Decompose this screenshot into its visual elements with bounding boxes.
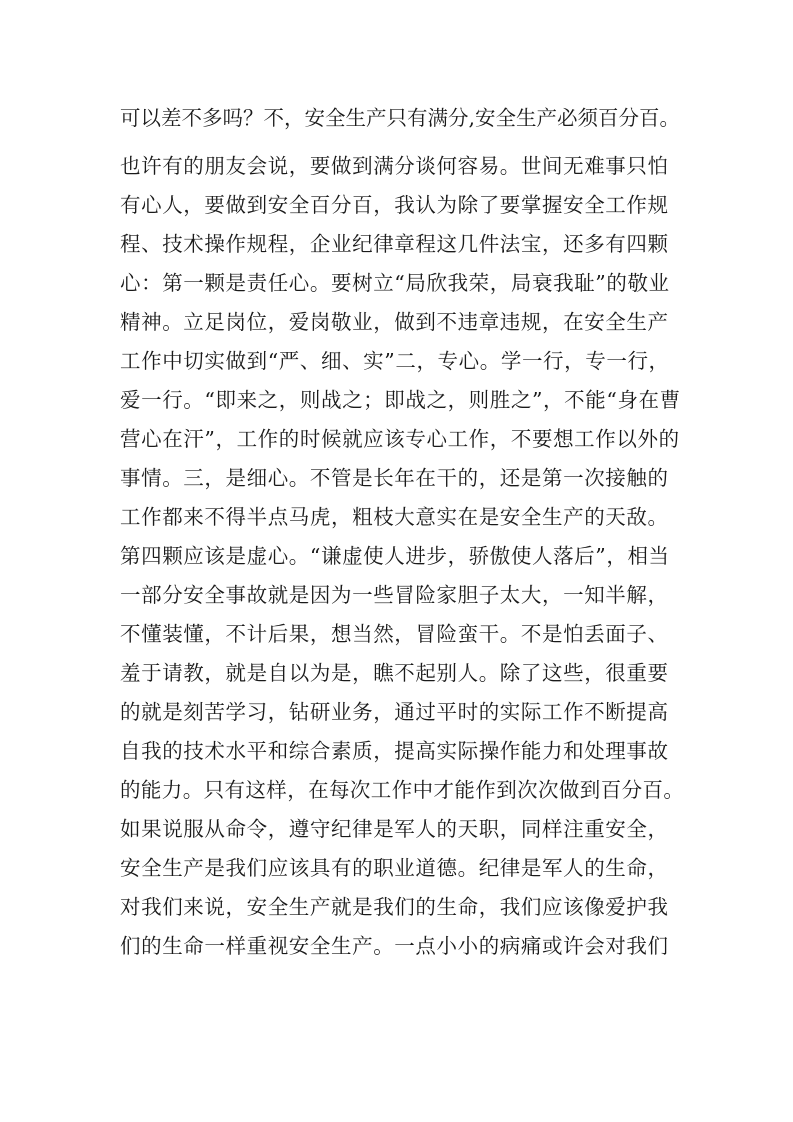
text-line: 爱一行。“即来之，则战之；即战之，则胜之”，不能“身在曹: [120, 388, 681, 412]
text-line: 一部分安全事故就是因为一些冒险家胆子太大，一知半解，: [120, 583, 669, 607]
text-line: 工作都来不得半点马虎，粗枝大意实在是安全生产的天敌。: [120, 505, 669, 529]
text-line: 的就是刻苦学习，钻研业务，通过平时的实际工作不断提高: [120, 700, 669, 724]
text-line: 羞于请教，就是自以为是，瞧不起别人。除了这些，很重要: [120, 661, 669, 685]
text-line: 精神。立足岗位，爱岗敬业，做到不违章违规，在安全生产: [120, 310, 669, 334]
text-line: 如果说服从命令，遵守纪律是军人的天职，同样注重安全，: [120, 817, 669, 841]
text-line: 安全生产是我们应该具有的职业道德。纪律是军人的生命，: [120, 856, 669, 880]
text-line: 工作中切实做到“严、细、实”二，专心。学一行，专一行，: [120, 349, 670, 373]
text-line: 的能力。只有这样，在每次工作中才能作到次次做到百分百。: [120, 778, 685, 802]
text-line: 第四颗应该是虚心。“谦虚使人进步，骄傲使人落后”，相当: [120, 544, 670, 568]
text-line: 有心人，要做到安全百分百，我认为除了要掌握安全工作规: [120, 193, 669, 217]
text-line: 们的生命一样重视安全生产。一点小小的病痛或许会对我们: [120, 934, 669, 958]
text-line: 程、技术操作规程，企业纪律章程这几件法宝，还多有四颗: [120, 232, 669, 256]
text-line: 事情。三，是细心。不管是长年在干的，还是第一次接触的: [120, 466, 669, 490]
text-line: 不懂装懂，不计后果，想当然，冒险蛮干。不是怕丢面子、: [120, 622, 669, 646]
text-line: 自我的技术水平和综合素质，提高实际操作能力和处理事故: [120, 739, 669, 763]
text-line: 也许有的朋友会说，要做到满分谈何容易。世间无难事只怕: [120, 154, 669, 178]
text-line: 可以差不多吗？不，安全生产只有满分,安全生产必须百分百。: [120, 106, 681, 130]
text-line: 对我们来说，安全生产就是我们的生命，我们应该像爱护我: [120, 895, 669, 919]
text-line: 营心在汗”，工作的时候就应该专心工作，不要想工作以外的: [120, 427, 680, 451]
text-line: 心：第一颗是责任心。要树立“局欣我荣，局衰我耻”的敬业: [120, 271, 670, 295]
